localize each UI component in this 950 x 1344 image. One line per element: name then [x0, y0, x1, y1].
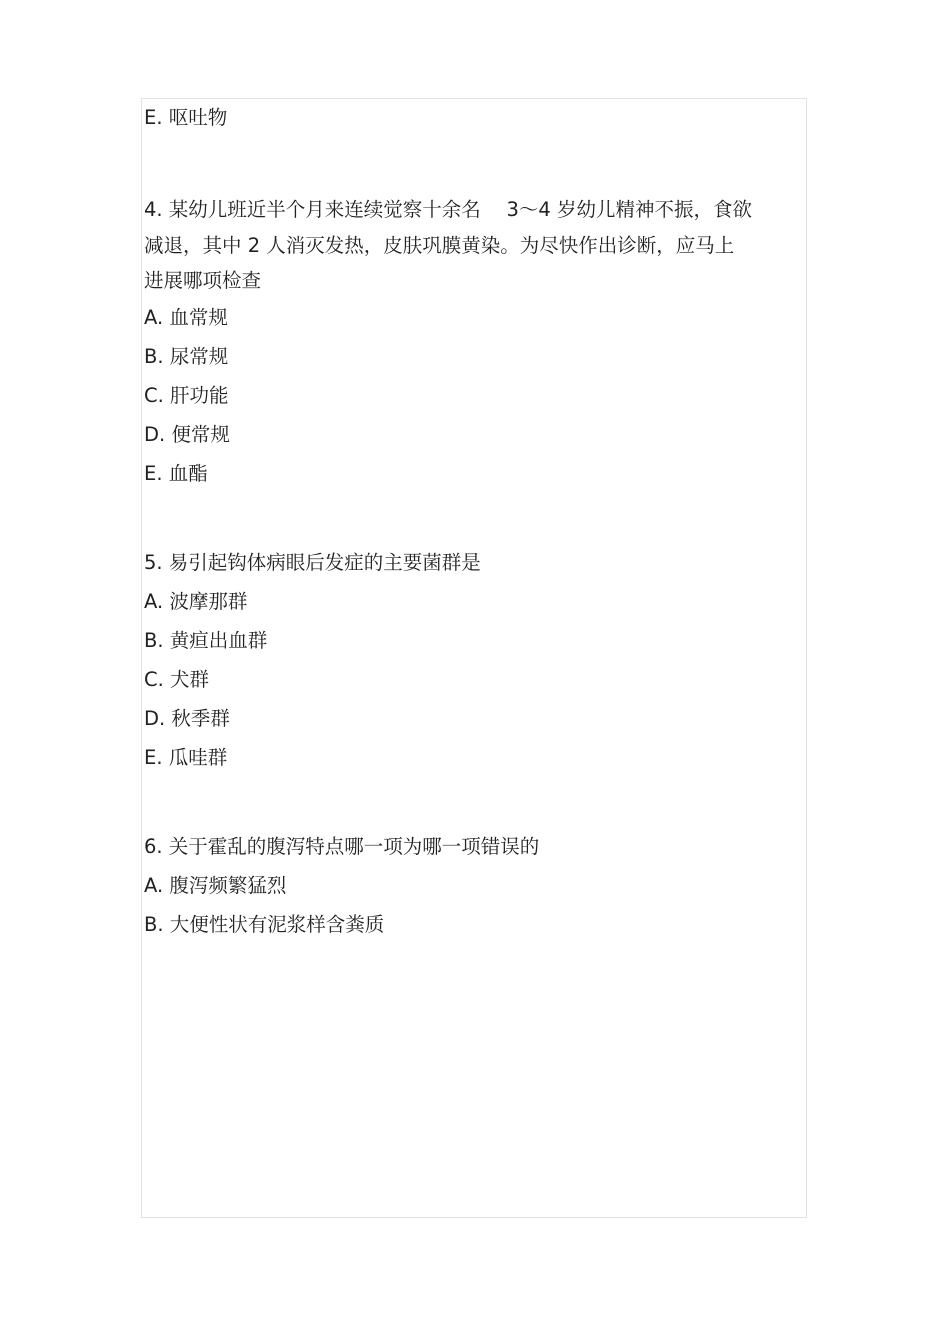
- answer-option-e: E. 瓜哇群: [144, 745, 228, 769]
- spacer: [144, 137, 800, 187]
- answer-option-b: B. 黄疸出血群: [144, 628, 268, 652]
- answer-option-b: B. 尿常规: [144, 344, 229, 368]
- answer-option-d: D. 便常规: [144, 422, 230, 446]
- document-content: [144, 98, 800, 944]
- question-stem-line: 4. 某幼儿班近半个月来连续觉察十余名 3～4 岁幼儿精神不振，食欲: [144, 198, 753, 221]
- question-4: [144, 192, 800, 493]
- answer-option-a: A. 波摩那群: [144, 589, 248, 613]
- spacer: [144, 493, 800, 543]
- question-stem-line: 进展哪项检查: [144, 269, 262, 292]
- answer-option-c: C. 犬群: [144, 667, 210, 691]
- question-stem: 6. 关于霍乱的腹泻特点哪一项为哪一项错误的: [144, 834, 540, 858]
- answer-option-e: E. 血酯: [144, 461, 208, 485]
- spacer: [144, 777, 800, 827]
- option-e-fragment: E. 呕吐物: [144, 106, 228, 129]
- answer-option-c: C. 肝功能: [144, 383, 229, 407]
- answer-option-b: B. 大便性状有泥浆样含粪质: [144, 912, 385, 936]
- question-6: [144, 827, 800, 944]
- answer-option-d: D. 秋季群: [144, 706, 230, 730]
- question-stem: [144, 192, 800, 299]
- question-stem-line: 减退，其中 2 人消灭发热，皮肤巩膜黄染。为尽快作出诊断，应马上: [144, 233, 735, 257]
- answer-option-a: A. 腹泻频繁猛烈: [144, 873, 287, 897]
- question-stem: 5. 易引起钩体病眼后发症的主要菌群是: [144, 550, 481, 574]
- question-5: [144, 543, 800, 777]
- answer-option-a: A. 血常规: [144, 305, 228, 329]
